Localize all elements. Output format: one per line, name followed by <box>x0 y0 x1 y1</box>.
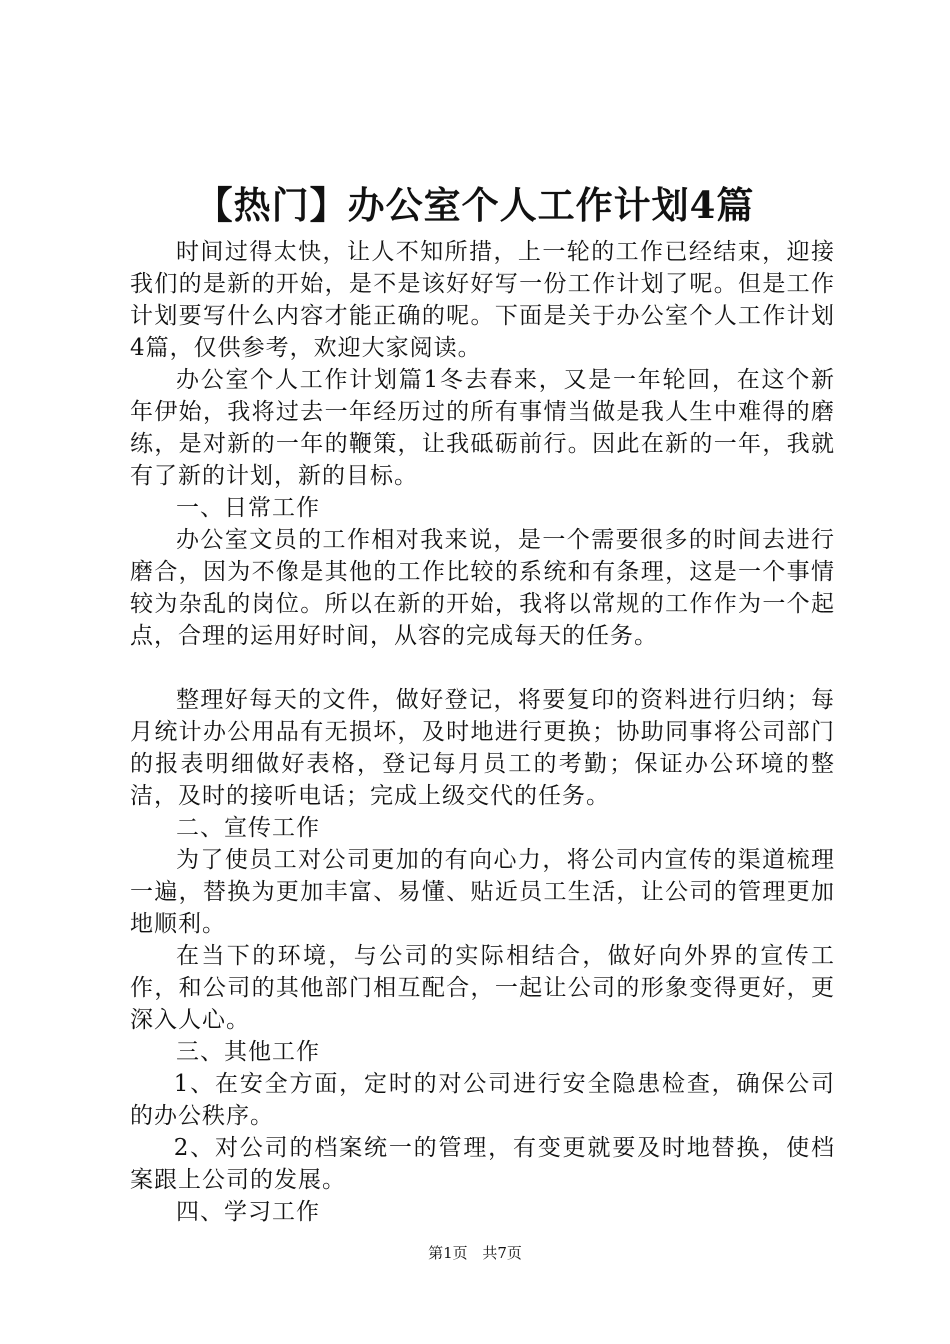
publicity-paragraph-2: 在当下的环境，与公司的实际相结合，做好向外界的宣传工作，和公司的其他部门相互配合，一起让公司的形象变得更好，更深入人心。 <box>130 943 835 1033</box>
page-number: 第1页 <box>428 1244 468 1262</box>
plan-1-opening-paragraph: 办公室个人工作计划篇1冬去春来，又是一年轮回，在这个新年伊始，我将过去一年经历过的所有事情当做是我人生中难得的磨练，是对新的一年的鞭策，让我砥砺前行。因此在新的一年，我就有了新的计划，新的目标。 <box>130 367 835 489</box>
section-heading-other-work: 三、其他工作 <box>176 1039 320 1065</box>
daily-work-paragraph: 办公室文员的工作相对我来说，是一个需要很多的时间去进行磨合，因为不像是其他的工作比较的系统和有条理，这是一个事情较为杂乱的岗位。所以在新的开始，我将以常规的工作作为一个起点，合理的运用好时间，从容的完成每天的任务。 <box>130 527 835 649</box>
page-footer <box>0 1243 950 1263</box>
other-work-item-2: 2、对公司的档案统一的管理，有变更就要及时地替换，使档案跟上公司的发展。 <box>130 1135 835 1193</box>
paragraph-spacer <box>130 652 835 684</box>
section-heading-daily-work: 一、日常工作 <box>176 495 320 521</box>
publicity-paragraph-1: 为了使员工对公司更加的有向心力，将公司内宣传的渠道梳理一遍，替换为更加丰富、易懂、贴近员工生活，让公司的管理更加地顺利。 <box>130 847 835 937</box>
document-body <box>130 236 835 1228</box>
section-heading-study-work: 四、学习工作 <box>176 1199 320 1225</box>
total-pages: 共7页 <box>482 1244 522 1262</box>
document-title: 【热门】办公室个人工作计划4篇 <box>195 183 755 227</box>
other-work-item-1: 1、在安全方面，定时的对公司进行安全隐患检查，确保公司的办公秩序。 <box>130 1071 835 1129</box>
section-heading-publicity-work: 二、宣传工作 <box>176 815 320 841</box>
intro-paragraph: 时间过得太快，让人不知所措，上一轮的工作已经结束，迎接我们的是新的开始，是不是该好好写一份工作计划了呢。但是工作计划要写什么内容才能正确的呢。下面是关于办公室个人工作计划4篇，仅供参考，欢迎大家阅读。 <box>130 239 835 361</box>
daily-tasks-paragraph: 整理好每天的文件，做好登记，将要复印的资料进行归纳；每月统计办公用品有无损坏，及时地进行更换；协助同事将公司部门的报表明细做好表格，登记每月员工的考勤；保证办公环境的整洁，及时的接听电话；完成上级交代的任务。 <box>130 687 835 809</box>
